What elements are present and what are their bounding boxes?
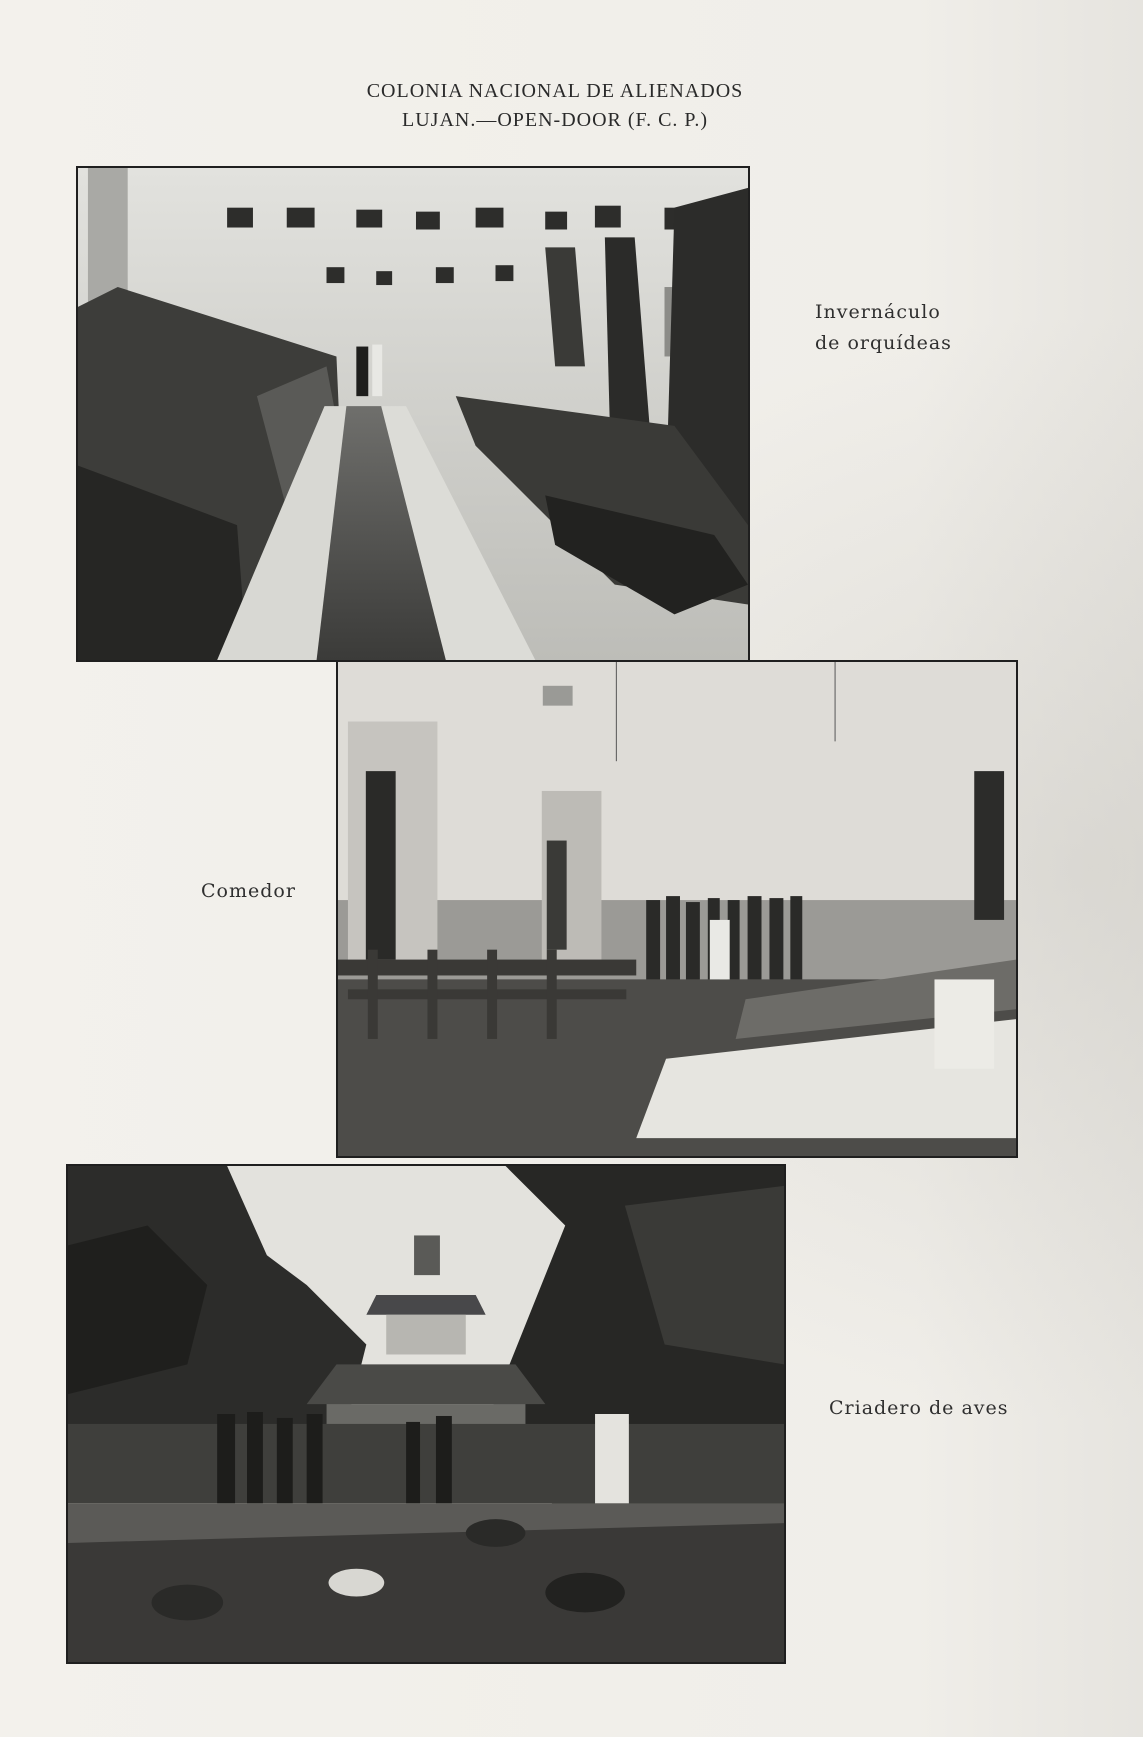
- caption-greenhouse-line1: Invernáculo: [815, 301, 941, 323]
- photo-greenhouse: [76, 166, 750, 662]
- page-header: [0, 80, 1110, 132]
- photo-dining-hall: [336, 660, 1018, 1158]
- dining-hall-image: [338, 662, 1016, 1156]
- greenhouse-image: [78, 168, 748, 660]
- header-subtitle: LUJAN.—OPEN-DOOR (F. C. P.): [402, 109, 708, 131]
- photo-poultry-farm: [66, 1164, 786, 1664]
- caption-poultry-farm: Criadero de aves: [829, 1397, 1009, 1419]
- caption-greenhouse: [815, 297, 995, 359]
- poultry-farm-image: [68, 1166, 784, 1662]
- caption-greenhouse-line2: de orquídeas: [815, 332, 952, 354]
- caption-dining-hall: Comedor: [201, 880, 296, 902]
- header-title: COLONIA NACIONAL DE ALIENADOS: [366, 80, 744, 102]
